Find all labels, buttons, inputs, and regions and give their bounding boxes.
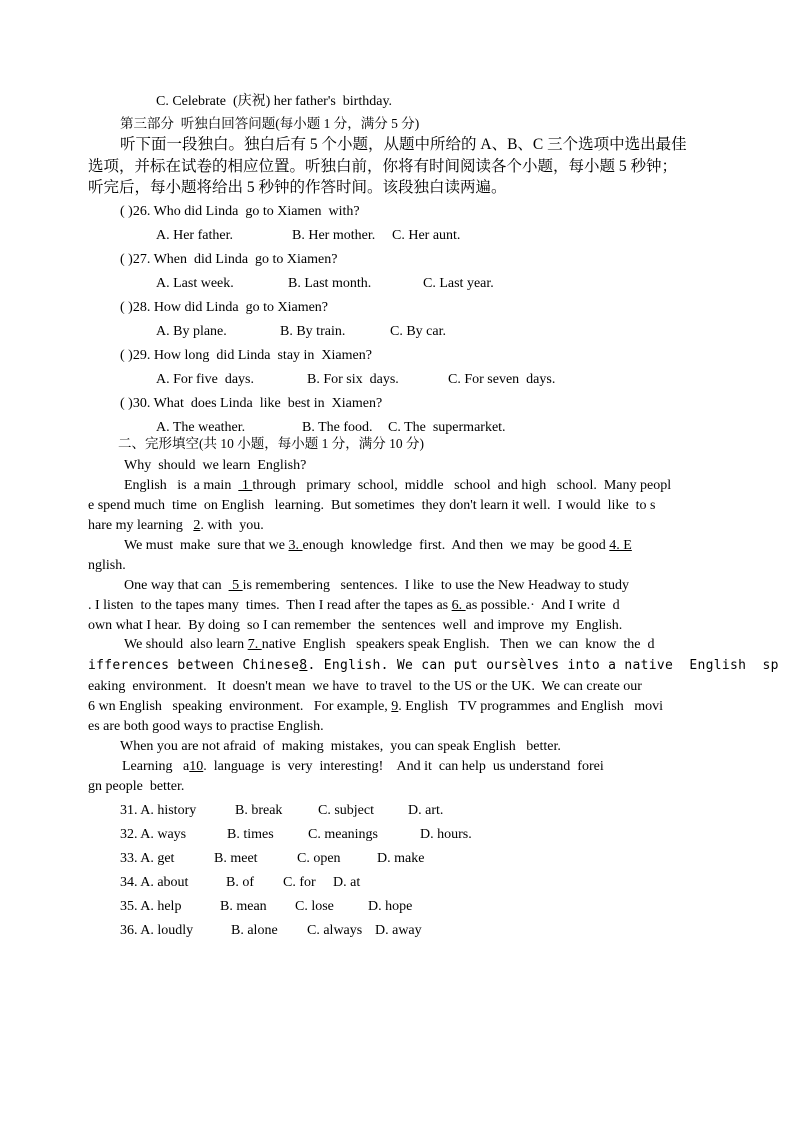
q32-option-d: D. hours.: [420, 827, 472, 842]
blank-3: 3.: [288, 538, 303, 553]
q27-option-c: C. Last year.: [423, 276, 494, 291]
part3-instruction-3: 听完后，每小题将给出 5 秒钟的作答时间。该段独白读两遍。: [88, 179, 507, 196]
passage-line-15: Learning a10. language is very interesting! And it can help us understand forei: [122, 759, 604, 774]
q34-option-d: D. at: [333, 875, 361, 890]
passage-line-12: 6 wn English speaking environment. For example, 9. English TV programmes and English movi: [88, 699, 663, 714]
blank-5: 5: [228, 578, 243, 593]
q33-option-a: 33. A. get: [120, 851, 175, 866]
q30-option-b: B. The food.: [302, 420, 373, 435]
q29-option-a: A. For five days.: [156, 372, 254, 387]
q26-option-c: C. Her aunt.: [392, 228, 461, 243]
passage-line-2: e spend much time on English learning. But sometimes they don't learn it well. I would like to s: [88, 498, 656, 513]
q36-option-c: C. always: [307, 923, 363, 938]
question-29: ( )29. How long did Linda stay in Xiamen?: [120, 348, 372, 363]
q34-option-b: B. of: [226, 875, 254, 890]
part3-instruction-2: 选项，并标在试卷的相应位置。听独白前，你将有时间阅读各个小题，每小题 5 秒钟；: [88, 158, 678, 175]
blank-8: 8: [299, 658, 308, 673]
q34-option-c: C. for: [283, 875, 316, 890]
blank-4: 4. E: [609, 538, 632, 553]
q36-option-d: D. away: [375, 923, 422, 938]
blank-9: 9: [391, 699, 399, 714]
passage-line-3: hare my learning 2. with you.: [88, 518, 264, 533]
passage-line-13: es are both good ways to practise English.: [88, 719, 324, 734]
part3-instruction-1: 听下面一段独白。独白后有 5 个小题，从题中所给的 A、B、C 三个选项中选出最佳: [120, 136, 687, 153]
passage-line-16: gn people better.: [88, 779, 185, 794]
q29-option-c: C. For seven days.: [448, 372, 556, 387]
q30-option-c: C. The supermarket.: [388, 420, 506, 435]
q27-option-b: B. Last month.: [288, 276, 372, 291]
cloze-section-title: 二、完形填空(共 10 小题，每小题 1 分，满分 10 分): [118, 436, 424, 451]
passage-line-14: When you are not afraid of making mistakes, you can speak English better.: [120, 739, 561, 754]
q33-option-c: C. open: [297, 851, 341, 866]
q35-option-c: C. lose: [295, 899, 334, 914]
blank-10: 10: [189, 759, 204, 774]
q36-option-a: 36. A. loudly: [120, 923, 194, 938]
q35-option-d: D. hope: [368, 899, 413, 914]
q35-option-b: B. mean: [220, 899, 267, 914]
q31-option-c: C. subject: [318, 803, 374, 818]
blank-7: 7.: [247, 637, 262, 652]
q33-option-d: D. make: [377, 851, 425, 866]
passage-title: Why should we learn English?: [124, 458, 307, 473]
q31-option-d: D. art.: [408, 803, 444, 818]
question-26: ( )26. Who did Linda go to Xiamen with?: [120, 204, 360, 219]
q29-option-b: B. For six days.: [307, 372, 399, 387]
q30-option-a: A. The weather.: [156, 420, 246, 435]
passage-line-11: eaking environment. It doesn't mean we have to travel to the US or the UK. We can create our: [88, 679, 642, 694]
q26-option-a: A. Her father.: [156, 228, 233, 243]
q32-option-b: B. times: [227, 827, 274, 842]
q33-option-b: B. meet: [214, 851, 258, 866]
q35-option-a: 35. A. help: [120, 899, 182, 914]
q27-option-a: A. Last week.: [156, 276, 234, 291]
q31-option-a: 31. A. history: [120, 803, 197, 818]
blank-6: 6.: [451, 598, 466, 613]
question-28: ( )28. How did Linda go to Xiamen?: [120, 300, 329, 315]
q26-option-b: B. Her mother.: [292, 228, 376, 243]
passage-line-9: We should also learn 7. native English speakers speak English. Then we can know the d: [124, 637, 655, 652]
part3-title: 第三部分 听独白回答问题(每小题 1 分，满分 5 分): [120, 116, 420, 131]
q28-option-b: B. By train.: [280, 324, 346, 339]
passage-line-8: own what I hear. By doing so I can remember the sentences well and improve my English.: [88, 618, 623, 633]
question-30: ( )30. What does Linda like best in Xiamen?: [120, 396, 383, 411]
question-27: ( )27. When did Linda go to Xiamen?: [120, 252, 338, 267]
q34-option-a: 34. A. about: [120, 875, 189, 890]
q36-option-b: B. alone: [231, 923, 278, 938]
blank-2: 2: [193, 518, 201, 533]
q28-option-c: C. By car.: [390, 324, 446, 339]
q28-option-a: A. By plane.: [156, 324, 227, 339]
blank-1: 1: [238, 478, 253, 493]
passage-line-10: ifferences between Chinese8. English. We can put oursèlves into a native English sp: [88, 658, 779, 673]
passage-line-4: We must make sure that we 3. enough knowledge first. And then we may be good 4. E: [124, 538, 632, 553]
passage-line-6: One way that can 5 is remembering sentences. I like to use the New Headway to study: [124, 578, 630, 593]
passage-line-7: . I listen to the tapes many times. Then I read after the tapes as 6. as possible.· And I write d: [88, 598, 620, 613]
passage-line-1: English is a main 1 through primary school, middle school and high school. Many peopl: [124, 478, 672, 493]
q32-option-a: 32. A. ways: [120, 827, 187, 842]
prev-option-c: C. Celebrate (庆祝) her father's birthday.: [156, 94, 393, 109]
q32-option-c: C. meanings: [308, 827, 378, 842]
q31-option-b: B. break: [235, 803, 283, 818]
passage-line-5: nglish.: [88, 558, 126, 573]
